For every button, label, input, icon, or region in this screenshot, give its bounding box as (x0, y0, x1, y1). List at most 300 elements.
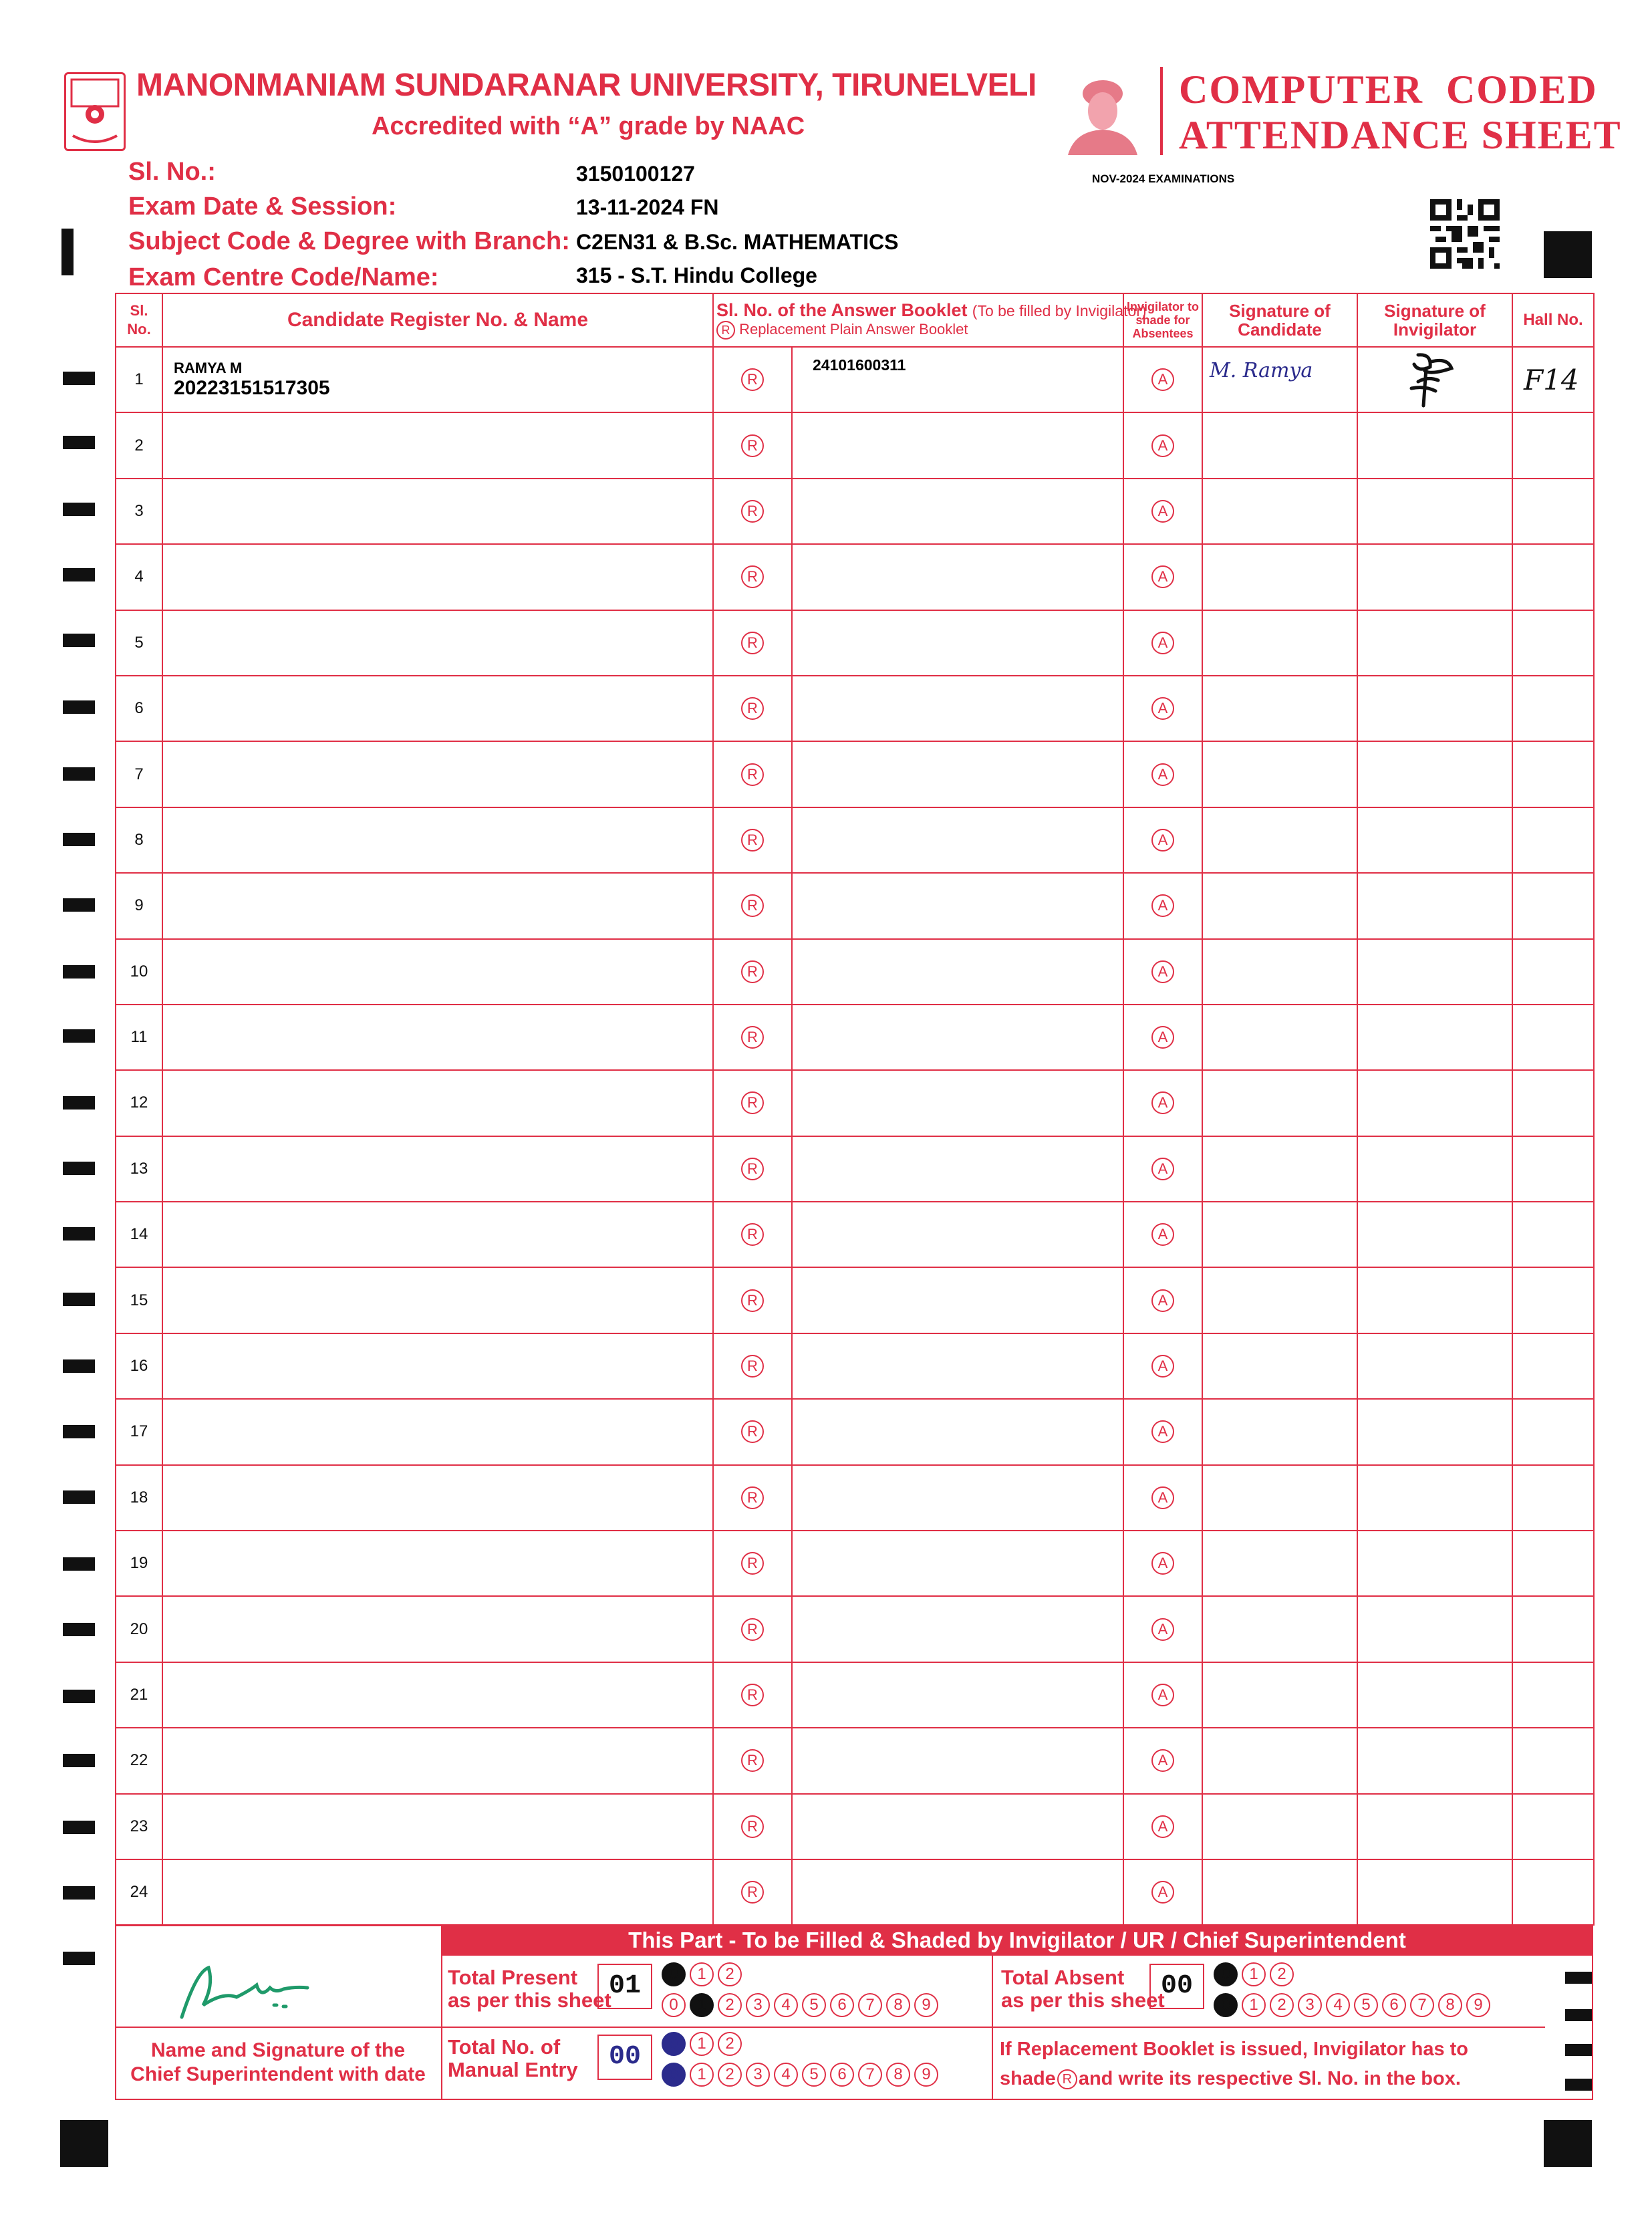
timing-mark (63, 436, 95, 449)
invigilator-signature-cell (1357, 347, 1512, 412)
candidate-cell (162, 1794, 713, 1859)
absent-bubble-cell (1123, 676, 1202, 741)
absent-bubble[interactable]: A (1151, 500, 1174, 523)
replacement-bubble[interactable]: R (741, 1486, 764, 1509)
absent-units-bubble-9[interactable]: 9 (1466, 1993, 1490, 2017)
invigilator-signature-cell (1357, 1267, 1512, 1333)
replacement-bubble[interactable]: R (741, 894, 764, 917)
candidate-cell (162, 1399, 713, 1464)
timing-mark (63, 1293, 95, 1306)
present-units-bubble-4[interactable]: 4 (774, 1993, 798, 2017)
manual-tens-bubble-0[interactable]: 0 (662, 2032, 686, 2056)
hall-no-cell (1512, 1465, 1594, 1531)
total-present-label (448, 1966, 611, 2012)
table-row (116, 741, 1594, 807)
candidate-signature-cell (1202, 1465, 1357, 1531)
absent-bubble-cell (1123, 1794, 1202, 1859)
candidate-cell (162, 1531, 713, 1596)
founder-portrait (1061, 70, 1144, 155)
absent-tens-bubble-2[interactable]: 2 (1270, 1962, 1294, 1986)
manual-units-bubble-5[interactable]: 5 (802, 2063, 826, 2087)
replacement-bubble-cell (713, 741, 792, 807)
total-absent-label (1001, 1966, 1165, 2012)
absent-bubble-cell (1123, 1531, 1202, 1596)
candidate-signature-cell (1202, 544, 1357, 610)
invigilator-signature-cell (1357, 412, 1512, 478)
candidate-cell (162, 1202, 713, 1267)
present-units-bubble-9[interactable]: 9 (914, 1993, 938, 2017)
absent-bubble[interactable]: A (1151, 1091, 1174, 1114)
present-units-bubble-8[interactable]: 8 (886, 1993, 910, 2017)
candidate-signature-cell (1202, 412, 1357, 478)
absent-label-line1: Total Absent (1001, 1966, 1125, 1989)
replacement-bubble-cell (713, 1399, 792, 1464)
booklet-no-cell[interactable] (792, 1202, 1123, 1267)
candidate-signature-cell (1202, 1859, 1357, 1925)
present-units-bubble-1[interactable]: 1 (690, 1993, 714, 2017)
row-sl-no: 24 (116, 1859, 162, 1925)
present-units-bubble-2[interactable]: 2 (718, 1993, 742, 2017)
booklet-no-cell[interactable] (792, 741, 1123, 807)
timing-mark (63, 1557, 95, 1571)
replacement-bubble[interactable]: R (741, 1289, 764, 1312)
replacement-bubble[interactable]: R (741, 763, 764, 786)
invigilator-signature-cell (1357, 1202, 1512, 1267)
candidate-signature-cell (1202, 1662, 1357, 1728)
total-absent-box[interactable]: 00 (1149, 1964, 1204, 2009)
summary-divider (992, 2027, 1545, 2028)
booklet-no-cell[interactable] (792, 1794, 1123, 1859)
manual-entry-box[interactable]: 00 (597, 2035, 652, 2080)
absent-bubble-cell (1123, 1662, 1202, 1728)
replacement-bubble[interactable]: R (741, 1618, 764, 1641)
manual-label-line1: Total No. of (448, 2035, 561, 2059)
absent-bubble[interactable]: A (1151, 1158, 1174, 1180)
replacement-bubble[interactable]: R (741, 1552, 764, 1575)
booklet-no-cell[interactable] (792, 412, 1123, 478)
absent-bubble-cell (1123, 807, 1202, 873)
absent-units-bubble-0[interactable]: 0 (1214, 1993, 1238, 2017)
centre-label: Exam Centre Code/Name: (128, 263, 439, 291)
replacement-bubble[interactable]: R (741, 1815, 764, 1838)
absent-units-bubble-5[interactable]: 5 (1354, 1993, 1378, 2017)
invigilator-signature-cell (1357, 1859, 1512, 1925)
absent-bubble[interactable]: A (1151, 1749, 1174, 1772)
candidate-signature-cell (1202, 1728, 1357, 1793)
header-hall: Hall No. (1512, 293, 1594, 347)
absent-units-bubble-3[interactable]: 3 (1298, 1993, 1322, 2017)
row-sl-no: 9 (116, 873, 162, 938)
booklet-no-cell[interactable] (792, 807, 1123, 873)
candidate-cell (162, 807, 713, 873)
present-tens-bubble-1[interactable]: 1 (690, 1962, 714, 1986)
table-row (116, 1399, 1594, 1464)
exam-cycle: NOV-2024 EXAMINATIONS (1092, 172, 1235, 185)
replacement-bubble[interactable]: R (741, 1355, 764, 1378)
manual-tens-bubble-1[interactable]: 1 (690, 2032, 714, 2056)
replacement-bubble-icon: R (1057, 2069, 1077, 2089)
invigilator-signature-cell (1357, 939, 1512, 1005)
candidate-signature-cell (1202, 939, 1357, 1005)
header-booklet (713, 293, 1147, 347)
sheet-title-line1: COMPUTER CODED (1179, 68, 1598, 112)
table-row (116, 610, 1594, 676)
hall-no-cell (1512, 1728, 1594, 1793)
present-tens-bubble-2[interactable]: 2 (718, 1962, 742, 1986)
table-row (116, 1465, 1594, 1531)
hall-no-cell (1512, 1070, 1594, 1136)
hall-no-cell (1512, 1859, 1594, 1925)
row-sl-no: 1 (116, 347, 162, 412)
absent-bubble[interactable]: A (1151, 763, 1174, 786)
absent-bubble[interactable]: A (1151, 960, 1174, 983)
absent-units-bubble-8[interactable]: 8 (1438, 1993, 1462, 2017)
booklet-no-cell[interactable] (792, 1465, 1123, 1531)
absent-bubble-cell (1123, 1202, 1202, 1267)
candidate-signature-cell (1202, 1005, 1357, 1070)
manual-units-bubble-4[interactable]: 4 (774, 2063, 798, 2087)
booklet-no-cell[interactable] (792, 1596, 1123, 1662)
header-booklet-title: Sl. No. of the Answer Booklet (716, 300, 968, 320)
replacement-bubble[interactable]: R (741, 1223, 764, 1246)
booklet-no-cell[interactable] (792, 676, 1123, 741)
row-sl-no: 7 (116, 741, 162, 807)
manual-units-bubble-8[interactable]: 8 (886, 2063, 910, 2087)
candidate-signature-cell (1202, 1333, 1357, 1399)
manual-units-bubble-2[interactable]: 2 (718, 2063, 742, 2087)
row-sl-no: 13 (116, 1136, 162, 1202)
absent-bubble[interactable]: A (1151, 1420, 1174, 1443)
total-present-box[interactable]: 01 (597, 1964, 652, 2009)
absent-bubble[interactable]: A (1151, 632, 1174, 654)
absent-bubble[interactable]: A (1151, 565, 1174, 588)
summary-section (115, 1925, 1593, 2100)
exam-date-label: Exam Date & Session: (128, 192, 397, 221)
accreditation: Accredited with “A” grade by NAAC (372, 112, 805, 140)
header-divider (1160, 67, 1163, 155)
candidate-cell (162, 544, 713, 610)
invigilator-signature-cell (1357, 544, 1512, 610)
hall-no-cell (1512, 1005, 1594, 1070)
timing-mark (63, 767, 95, 781)
absent-bubble-cell (1123, 412, 1202, 478)
booklet-no-cell[interactable] (792, 939, 1123, 1005)
row-sl-no: 4 (116, 544, 162, 610)
candidate-signature-cell (1202, 807, 1357, 873)
timing-mark (63, 898, 95, 912)
replacement-bubble[interactable]: R (741, 368, 764, 391)
replacement-bubble[interactable]: R (741, 1881, 764, 1904)
absent-tens-bubble-0[interactable]: 0 (1214, 1962, 1238, 1986)
timing-mark (63, 1952, 95, 1965)
manual-units-bubble-6[interactable]: 6 (830, 2063, 854, 2087)
table-header-row (116, 293, 1594, 347)
present-units-bubble-5[interactable]: 5 (802, 1993, 826, 2017)
candidate-signature-cell (1202, 873, 1357, 938)
booklet-no-cell[interactable] (792, 873, 1123, 938)
booklet-no-cell[interactable] (792, 544, 1123, 610)
timing-mark (60, 2120, 108, 2167)
manual-units-bubble-1[interactable]: 1 (690, 2063, 714, 2087)
hall-no-cell (1512, 544, 1594, 610)
candidate-cell (162, 1465, 713, 1531)
table-row (116, 1267, 1594, 1333)
timing-mark (63, 1029, 95, 1043)
sl-no-value: 3150100127 (576, 162, 695, 186)
absent-bubble-cell (1123, 1465, 1202, 1531)
timing-mark (63, 1821, 95, 1834)
header-sig-candidate: Signature of Candidate (1202, 293, 1357, 347)
absent-label-line2: as per this sheet (1001, 1988, 1165, 2012)
absent-bubble[interactable]: A (1151, 1355, 1174, 1378)
absent-bubble[interactable]: A (1151, 1552, 1174, 1575)
replacement-bubble-cell (713, 1859, 792, 1925)
replacement-bubble-cell (713, 1531, 792, 1596)
absent-bubble[interactable]: A (1151, 829, 1174, 852)
absent-bubble-cell (1123, 1728, 1202, 1793)
hall-no-cell (1512, 939, 1594, 1005)
note-line1: If Replacement Booklet is issued, Invigilator has to (1000, 2039, 1468, 2060)
absent-units-bubble-2[interactable]: 2 (1270, 1993, 1294, 2017)
replacement-bubble-cell (713, 544, 792, 610)
invigilator-signature-cell (1357, 873, 1512, 938)
cs-label-line2: Chief Superintendent with date (130, 2063, 426, 2085)
sl-no-label: Sl. No.: (128, 158, 216, 186)
timing-mark (63, 1886, 95, 1900)
qr-code (1430, 199, 1500, 269)
candidate-signature-cell (1202, 1596, 1357, 1662)
row-sl-no: 22 (116, 1728, 162, 1793)
university-name: MANONMANIAM SUNDARANAR UNIVERSITY, TIRUNELVELI (136, 68, 1037, 103)
hall-no-cell (1512, 676, 1594, 741)
manual-units-bubble-0[interactable]: 0 (662, 2063, 686, 2087)
timing-mark (63, 1490, 95, 1504)
replacement-bubble[interactable]: R (741, 697, 764, 720)
invigilator-signature (1391, 348, 1465, 408)
invigilator-signature-cell (1357, 1136, 1512, 1202)
candidate-cell (162, 412, 713, 478)
note-line2 (1000, 2064, 1468, 2093)
absent-bubble-cell (1123, 1399, 1202, 1464)
chief-superintendent-signature (176, 1958, 337, 2025)
candidate-register-no: 20223151517305 (174, 377, 330, 400)
booklet-no-cell[interactable] (792, 1859, 1123, 1925)
header-booklet-sub: Replacement Plain Answer Booklet (739, 321, 968, 338)
table-row (116, 1070, 1594, 1136)
replacement-bubble[interactable]: R (741, 565, 764, 588)
present-units-bubble-0[interactable]: 0 (662, 1993, 686, 2017)
candidate-signature-cell (1202, 1267, 1357, 1333)
hall-no-cell (1512, 412, 1594, 478)
booklet-no-cell[interactable] (792, 1728, 1123, 1793)
replacement-bubble[interactable]: R (741, 829, 764, 852)
summary-divider (992, 1956, 993, 2100)
timing-mark (63, 1690, 95, 1703)
replacement-bubble[interactable]: R (741, 1420, 764, 1443)
manual-tens-bubbles (662, 2032, 742, 2056)
row-sl-no: 21 (116, 1662, 162, 1728)
manual-units-bubble-9[interactable]: 9 (914, 2063, 938, 2087)
replacement-bubble-cell (713, 1136, 792, 1202)
replacement-bubble-cell (713, 1005, 792, 1070)
header-sl: Sl. No. (116, 293, 162, 347)
absent-bubble-cell (1123, 1333, 1202, 1399)
booklet-no-cell[interactable] (792, 1070, 1123, 1136)
timing-mark (63, 1096, 95, 1110)
candidate-signature-cell (1202, 1399, 1357, 1464)
table-row (116, 676, 1594, 741)
booklet-no-cell[interactable] (792, 347, 1123, 412)
candidate-cell (162, 1596, 713, 1662)
row-sl-no: 23 (116, 1794, 162, 1859)
manual-tens-bubble-2[interactable]: 2 (718, 2032, 742, 2056)
absent-bubble[interactable]: A (1151, 697, 1174, 720)
absent-bubble[interactable]: A (1151, 1618, 1174, 1641)
timing-mark (63, 1623, 95, 1636)
replacement-bubble-cell (713, 873, 792, 938)
absent-units-bubble-7[interactable]: 7 (1410, 1993, 1434, 2017)
row-sl-no: 17 (116, 1399, 162, 1464)
replacement-bubble[interactable]: R (741, 1091, 764, 1114)
present-units-bubble-3[interactable]: 3 (746, 1993, 770, 2017)
sheet-title (1179, 67, 1622, 158)
candidate-signature-cell (1202, 347, 1357, 412)
timing-mark (63, 568, 95, 581)
absent-bubble[interactable]: A (1151, 368, 1174, 391)
candidate-cell (162, 1267, 713, 1333)
absent-units-bubble-1[interactable]: 1 (1242, 1993, 1266, 2017)
absent-bubble[interactable]: A (1151, 1815, 1174, 1838)
present-units-bubble-6[interactable]: 6 (830, 1993, 854, 2017)
hall-no-cell (1512, 1202, 1594, 1267)
absent-bubble[interactable]: A (1151, 434, 1174, 457)
replacement-bubble-cell (713, 1267, 792, 1333)
present-units-bubbles (662, 1993, 938, 2017)
booklet-no-cell[interactable] (792, 1662, 1123, 1728)
candidate-signature-cell (1202, 1070, 1357, 1136)
booklet-no-cell[interactable] (792, 610, 1123, 676)
replacement-bubble-cell (713, 412, 792, 478)
replacement-bubble[interactable]: R (741, 1026, 764, 1049)
table-row (116, 1662, 1594, 1728)
hall-no-cell (1512, 1531, 1594, 1596)
note-text: and write its respective Sl. No. in the box. (1078, 2068, 1461, 2089)
hall-no-cell (1512, 347, 1594, 412)
timing-mark (63, 1162, 95, 1175)
table-row (116, 544, 1594, 610)
booklet-no-cell[interactable] (792, 1136, 1123, 1202)
replacement-bubble-cell (713, 1794, 792, 1859)
cs-label-line1: Name and Signature of the (150, 2039, 406, 2061)
table-row (116, 939, 1594, 1005)
timing-mark (1544, 2120, 1592, 2167)
replacement-bubble[interactable]: R (741, 1684, 764, 1706)
absent-bubble-cell (1123, 1136, 1202, 1202)
hall-no-cell (1512, 807, 1594, 873)
present-units-bubble-7[interactable]: 7 (858, 1993, 882, 2017)
hall-no-cell (1512, 610, 1594, 676)
row-sl-no: 8 (116, 807, 162, 873)
manual-entry-label (448, 2036, 578, 2081)
absent-bubble[interactable]: A (1151, 1881, 1174, 1904)
booklet-no-cell[interactable] (792, 1005, 1123, 1070)
replacement-bubble[interactable]: R (741, 500, 764, 523)
invigilator-signature-cell (1357, 479, 1512, 544)
candidate-signature-cell (1202, 676, 1357, 741)
hall-no-cell (1512, 1596, 1594, 1662)
row-sl-no: 5 (116, 610, 162, 676)
invigilator-signature-cell (1357, 1465, 1512, 1531)
absent-units-bubble-4[interactable]: 4 (1326, 1993, 1350, 2017)
absent-bubble-cell (1123, 741, 1202, 807)
absent-bubble[interactable]: A (1151, 1289, 1174, 1312)
timing-mark (63, 503, 95, 516)
replacement-bubble[interactable]: R (741, 632, 764, 654)
candidate-signature-cell (1202, 1136, 1357, 1202)
absent-bubble[interactable]: A (1151, 1486, 1174, 1509)
invigilator-signature-cell (1357, 807, 1512, 873)
row-sl-no: 19 (116, 1531, 162, 1596)
manual-units-bubbles (662, 2063, 938, 2087)
absent-bubble-cell (1123, 1070, 1202, 1136)
invigilator-signature-cell (1357, 1662, 1512, 1728)
answer-booklet-no: 24101600311 (813, 356, 906, 374)
replacement-bubble[interactable]: R (741, 434, 764, 457)
candidate-cell (162, 1662, 713, 1728)
absent-bubble-cell (1123, 939, 1202, 1005)
table-row (116, 1136, 1594, 1202)
absent-bubble[interactable]: A (1151, 1684, 1174, 1706)
candidate-signature-cell (1202, 1531, 1357, 1596)
candidate-cell (162, 1333, 713, 1399)
absent-bubble[interactable]: A (1151, 894, 1174, 917)
table-row (116, 1859, 1594, 1925)
booklet-no-cell[interactable] (792, 1267, 1123, 1333)
invigilator-signature-cell (1357, 1596, 1512, 1662)
booklet-no-cell[interactable] (792, 1531, 1123, 1596)
candidate-cell (162, 1136, 713, 1202)
absent-bubble[interactable]: A (1151, 1223, 1174, 1246)
replacement-bubble[interactable]: R (741, 1749, 764, 1772)
candidate-cell (162, 479, 713, 544)
hall-no: F14 (1524, 363, 1579, 396)
booklet-no-cell[interactable] (792, 479, 1123, 544)
attendance-table (115, 293, 1595, 1926)
row-sl-no: 14 (116, 1202, 162, 1267)
row-sl-no: 10 (116, 939, 162, 1005)
booklet-no-cell[interactable] (792, 1399, 1123, 1464)
hall-no-cell (1512, 1399, 1594, 1464)
booklet-no-cell[interactable] (792, 1333, 1123, 1399)
chief-superintendent-label (115, 2039, 441, 2087)
manual-units-bubble-7[interactable]: 7 (858, 2063, 882, 2087)
absent-bubble[interactable]: A (1151, 1026, 1174, 1049)
table-row (116, 1333, 1594, 1399)
candidate-cell (162, 1728, 713, 1793)
candidate-signature: M. Ramya (1210, 358, 1313, 382)
replacement-bubble[interactable]: R (741, 960, 764, 983)
present-tens-bubble-0[interactable]: 0 (662, 1962, 686, 1986)
table-row (116, 1531, 1594, 1596)
invigilator-signature-cell (1357, 1794, 1512, 1859)
replacement-bubble[interactable]: R (741, 1158, 764, 1180)
timing-mark (63, 833, 95, 846)
table-row (116, 873, 1594, 938)
manual-units-bubble-3[interactable]: 3 (746, 2063, 770, 2087)
absent-tens-bubble-1[interactable]: 1 (1242, 1962, 1266, 1986)
absent-units-bubble-6[interactable]: 6 (1382, 1993, 1406, 2017)
summary-divider (441, 1956, 442, 2100)
